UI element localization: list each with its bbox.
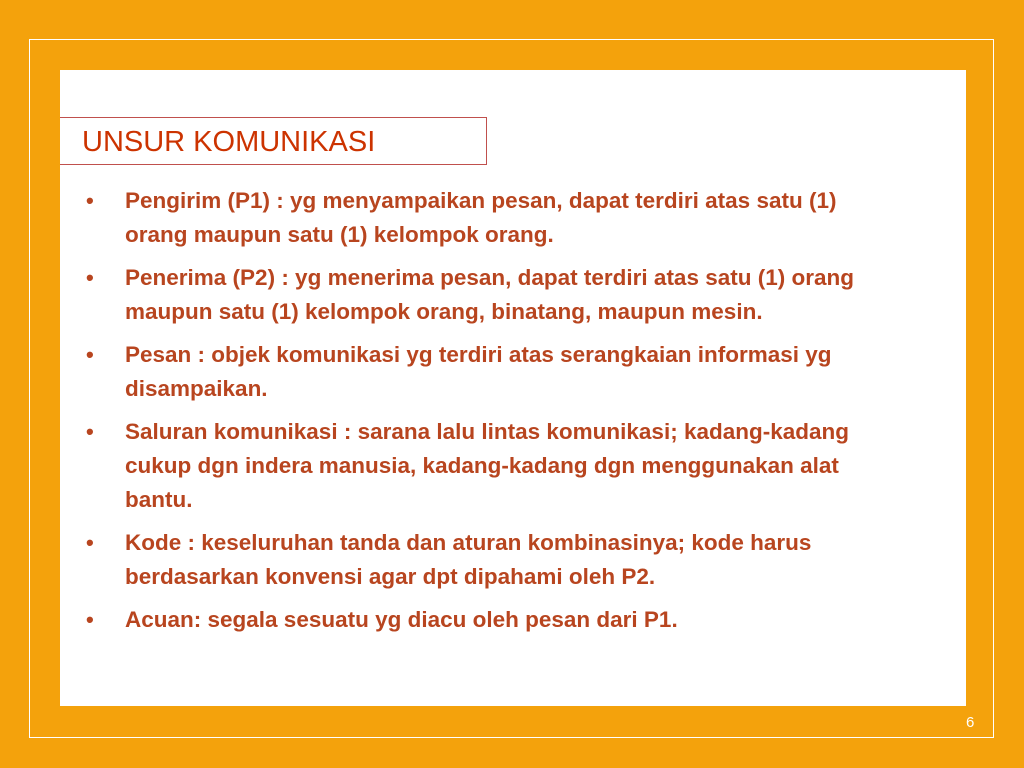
bullet-item-kode — [86, 526, 866, 594]
bullet-icon: • — [86, 265, 94, 290]
bullet-item-acuan — [86, 603, 866, 637]
slide-title: UNSUR KOMUNIKASI — [82, 126, 376, 158]
bullet-icon: • — [86, 419, 94, 444]
bullet-item-pesan — [86, 338, 866, 406]
bullet-text: Pengirim (P1) : yg menyampaikan pesan, dapat terdiri atas satu (1) orang maupun satu (1) kelompok orang. — [125, 188, 837, 247]
bullet-text: Penerima (P2) : yg menerima pesan, dapat terdiri atas satu (1) orang maupun satu (1) kelompok orang, binatang, maupun mesin. — [125, 265, 854, 324]
page-number: 6 — [966, 714, 975, 731]
bullet-item-pengirim — [86, 184, 866, 252]
bullet-item-saluran — [86, 415, 866, 517]
bullet-item-penerima — [86, 261, 866, 329]
bullet-icon: • — [86, 342, 94, 367]
bullet-list — [86, 184, 866, 646]
bullet-text: Acuan: segala sesuatu yg diacu oleh pesan dari P1. — [125, 607, 678, 632]
bullet-icon: • — [86, 530, 94, 555]
bullet-text: Kode : keseluruhan tanda dan aturan kombinasinya; kode harus berdasarkan konvensi agar dpt dipahami oleh P2. — [125, 530, 812, 589]
bullet-text: Saluran komunikasi : sarana lalu lintas komunikasi; kadang-kadang cukup dgn indera manusia, kadang-kadang dgn menggunakan alat bantu. — [125, 419, 849, 512]
bullet-icon: • — [86, 188, 94, 213]
bullet-text: Pesan : objek komunikasi yg terdiri atas serangkaian informasi yg disampaikan. — [125, 342, 832, 401]
bullet-icon: • — [86, 607, 94, 632]
